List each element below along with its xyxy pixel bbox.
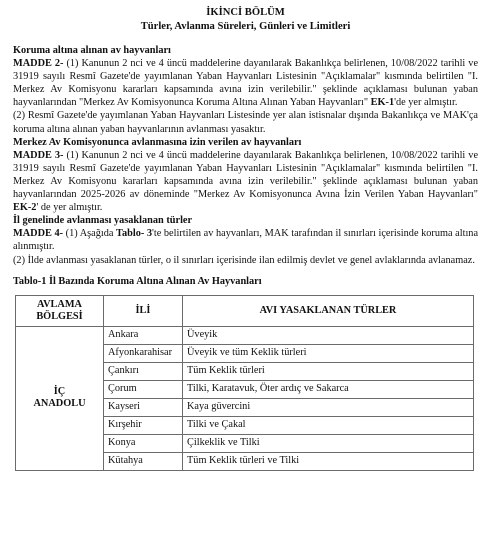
species-cell: Tilki, Karatavuk, Öter ardıç ve Sakarca bbox=[183, 380, 474, 398]
madde2-p1-end: 'de yer almıştır. bbox=[394, 97, 458, 109]
madde2-p1-text: (1) Kanunun 2 nci ve 4 üncü maddelerine dayanılarak Bakanlıkça belirlenen, 10/08/2022 tarihli ve 31919 sayılı Resmî Gazete'de yayımlanan Yaban Hayvanları Listesinin "Açıklamalar" kısmında belirtilen "I. Merkez Av Komisyonu kararları kapsamında avına izin verilebilir." şeklinde açıklaması bulunan yaban hayvanlarından "Merkez Av Komisyonunca Koruma Altına Alınan Yaban Hayvanları" bbox=[13, 58, 479, 109]
province-cell: Ankara bbox=[104, 326, 183, 344]
table-title: Tablo-1 İl Bazında Koruma Altına Alınan Av Hayvanları bbox=[13, 275, 262, 287]
madde2-paragraph2: (2) Resmî Gazete'de yayımlanan Yaban Hayvanları Listesinde yer alan istisnalar dışında Bakanlıkça ve MAK'ça koruma altına alınan yaban hayvanlarının avlanması yasaktır. bbox=[13, 110, 478, 135]
province-cell: Kütahya bbox=[104, 452, 183, 470]
province-cell: Çorum bbox=[104, 380, 183, 398]
madde2-title: Koruma altına alınan av hayvanları bbox=[13, 45, 171, 56]
madde4-paragraph2: (2) İlde avlanması yasaklanan türler, o il sınırları içerisinde ilan edilmiş devlet ve genel avlaklarında avlanamaz. bbox=[13, 254, 475, 266]
species-cell: Kaya güvercini bbox=[183, 398, 474, 416]
madde3-annex-ref: EK-2 bbox=[13, 202, 37, 214]
species-cell: Tilki ve Çakal bbox=[183, 416, 474, 434]
header-region bbox=[16, 295, 104, 326]
madde4-label: MADDE 4- bbox=[13, 228, 64, 240]
madde4-p1-post: 'te belirtilen av hayvanları, MAK tarafından il sınırları içerisinde koruma altına alınmıştır. bbox=[13, 228, 479, 253]
species-cell: Üveyik bbox=[183, 326, 474, 344]
madde4-table-ref: Tablo- 3 bbox=[116, 228, 153, 240]
species-cell: Tüm Keklik türleri bbox=[183, 362, 474, 380]
madde3-title: Merkez Av Komisyonunca avlanmasına izin verilen av hayvanları bbox=[13, 136, 302, 148]
province-cell: Kırşehir bbox=[104, 416, 183, 434]
madde2-label: MADDE 2- bbox=[13, 58, 64, 70]
madde4-title: İl genelinde avlanması yasaklanan türler bbox=[13, 215, 193, 227]
madde3-p1-end: ' de yer almıştır. bbox=[36, 202, 103, 214]
species-cell: Tüm Keklik türleri ve Tilki bbox=[183, 452, 474, 470]
province-cell: Kayseri bbox=[104, 398, 183, 416]
province-cell: Çankırı bbox=[104, 362, 183, 380]
madde2-paragraph1 bbox=[13, 57, 478, 109]
protected-species-table bbox=[15, 295, 474, 471]
region-line2: ANADOLU bbox=[33, 398, 86, 410]
madde4-paragraph1 bbox=[13, 227, 478, 253]
table-row bbox=[16, 326, 474, 344]
madde3-paragraph1 bbox=[13, 149, 478, 214]
region-cell bbox=[16, 326, 104, 470]
madde3-p1-text: (1) Kanunun 2 nci ve 4 üncü maddelerine dayanılarak Bakanlıkça belirlenen, 10/08/2022 tarihli ve 31919 sayılı Resmî Gazete'de yayımlanan Yaban Hayvanları Listesinin "Açıklamalar" kısmında belirtilen "I. Merkez Av Komisyonu kararları kapsamında avına izin verilebilir." şeklinde açıklaması bulunan yaban hayvanlarından 2025-2026 av döneminde "Merkez Av Komisyonunca Avına İzin Verilen Yaban Hayvanları" bbox=[13, 149, 479, 201]
document-page bbox=[13, 0, 478, 471]
region-line1: İÇ bbox=[53, 386, 66, 398]
species-cell: Çilkeklik ve Tilki bbox=[183, 434, 474, 452]
header-region-line1: AVLAMA bbox=[36, 298, 82, 310]
header-province: İLİ bbox=[104, 295, 183, 326]
madde4-p1-pre: (1) Aşağıda bbox=[63, 228, 117, 240]
madde3-label: MADDE 3- bbox=[13, 149, 64, 161]
header-species: AVI YASAKLANAN TÜRLER bbox=[183, 295, 474, 326]
province-cell: Konya bbox=[104, 434, 183, 452]
province-cell: Afyonkarahisar bbox=[104, 344, 183, 362]
section-title: Türler, Avlanma Süreleri, Günleri ve Limitleri bbox=[140, 21, 351, 32]
header-region-line2: BÖLGESİ bbox=[36, 310, 83, 322]
madde2-annex-ref: EK-1 bbox=[370, 97, 395, 109]
species-cell: Üveyik ve tüm Keklik türleri bbox=[183, 344, 474, 362]
section-number: İKİNCİ BÖLÜM bbox=[206, 7, 285, 18]
table-header-row bbox=[16, 295, 474, 326]
